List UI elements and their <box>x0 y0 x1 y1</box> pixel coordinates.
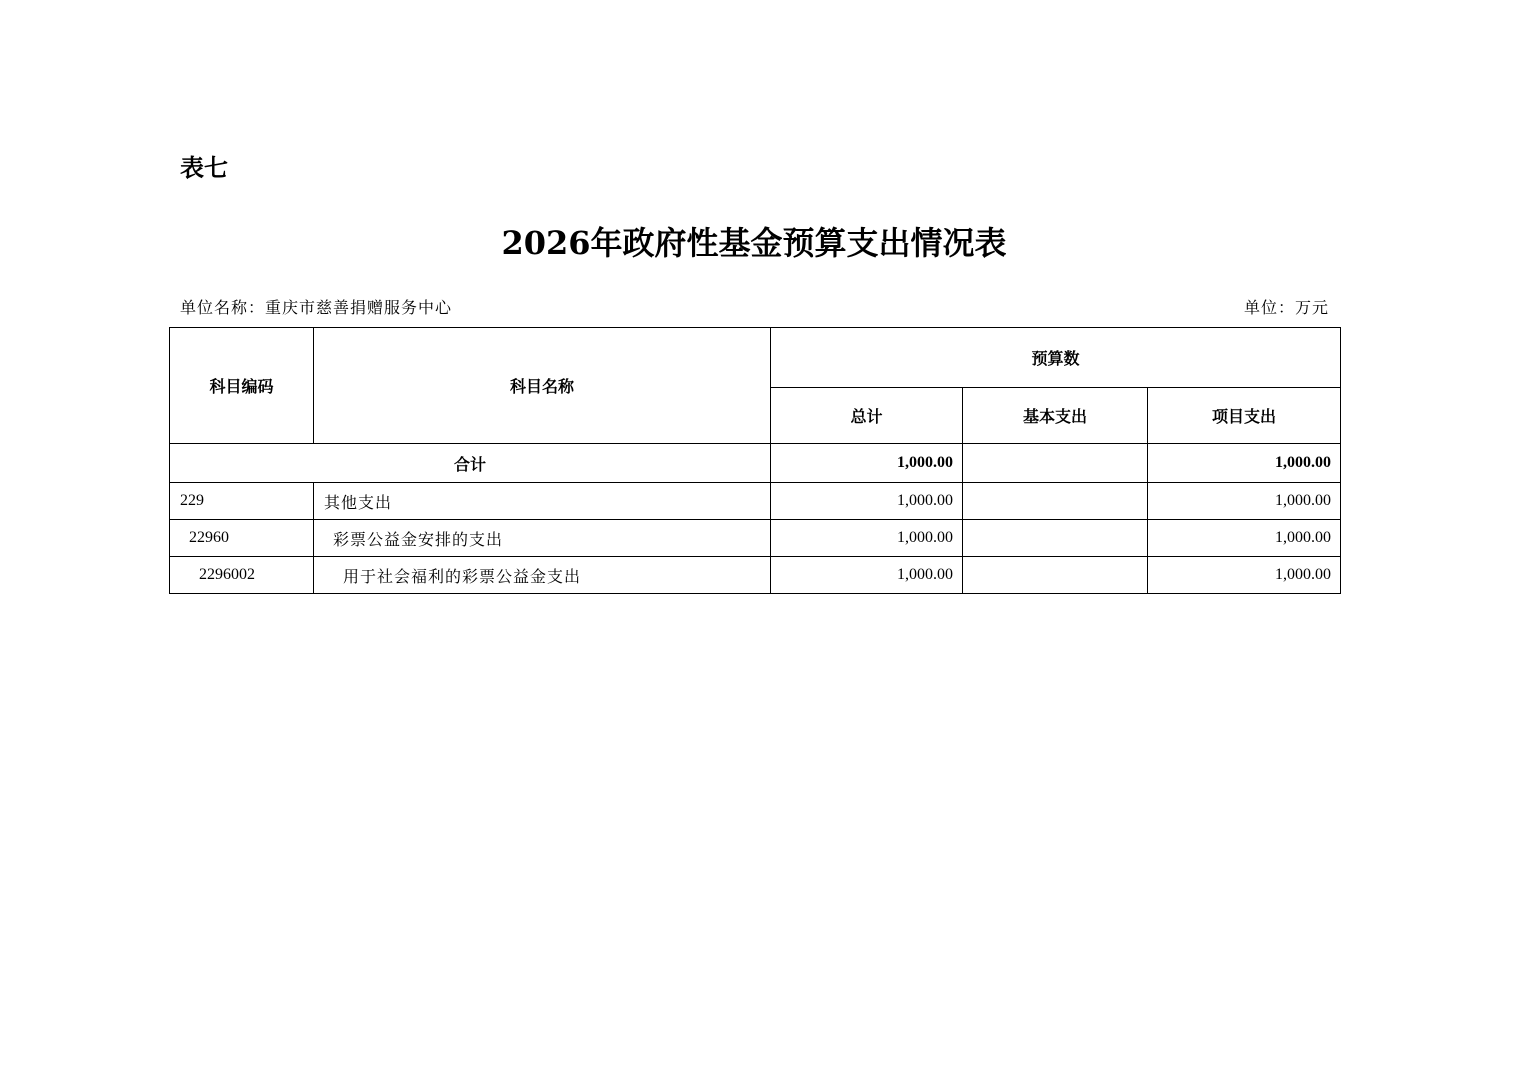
header-budget: 预算数 <box>771 328 1341 388</box>
table-number: 表七 <box>180 154 228 182</box>
total-cell-basic <box>963 444 1148 483</box>
row-name: 其他支出 <box>314 483 771 520</box>
row-project: 1,000.00 <box>1148 520 1341 557</box>
row-code: 2296002 <box>170 557 314 594</box>
row-total: 1,000.00 <box>771 483 963 520</box>
row-code: 22960 <box>170 520 314 557</box>
row-basic <box>963 557 1148 594</box>
row-project: 1,000.00 <box>1148 557 1341 594</box>
header-project: 项目支出 <box>1148 388 1341 444</box>
page-title: 2026年政府性基金预算支出情况表 <box>501 224 1007 262</box>
row-total: 1,000.00 <box>771 520 963 557</box>
total-cell-total: 1,000.00 <box>771 444 963 483</box>
currency-unit-label: 单位：万元 <box>1243 298 1329 317</box>
budget-table <box>169 327 1341 594</box>
header-basic: 基本支出 <box>963 388 1148 444</box>
header-code: 科目编码 <box>170 328 314 444</box>
row-basic <box>963 520 1148 557</box>
table-row <box>170 557 1341 594</box>
row-name: 彩票公益金安排的支出 <box>314 520 771 557</box>
table-row <box>170 483 1341 520</box>
row-name: 用于社会福利的彩票公益金支出 <box>314 557 771 594</box>
table-row <box>170 520 1341 557</box>
row-code: 229 <box>170 483 314 520</box>
row-total: 1,000.00 <box>771 557 963 594</box>
row-basic <box>963 483 1148 520</box>
total-label: 合计 <box>170 444 771 483</box>
header-total: 总计 <box>771 388 963 444</box>
header-name: 科目名称 <box>314 328 771 444</box>
header-row-1 <box>170 328 1341 388</box>
total-row <box>170 444 1341 483</box>
row-project: 1,000.00 <box>1148 483 1341 520</box>
unit-name-label: 单位名称：重庆市慈善捐赠服务中心 <box>180 298 453 317</box>
total-cell-project: 1,000.00 <box>1148 444 1341 483</box>
